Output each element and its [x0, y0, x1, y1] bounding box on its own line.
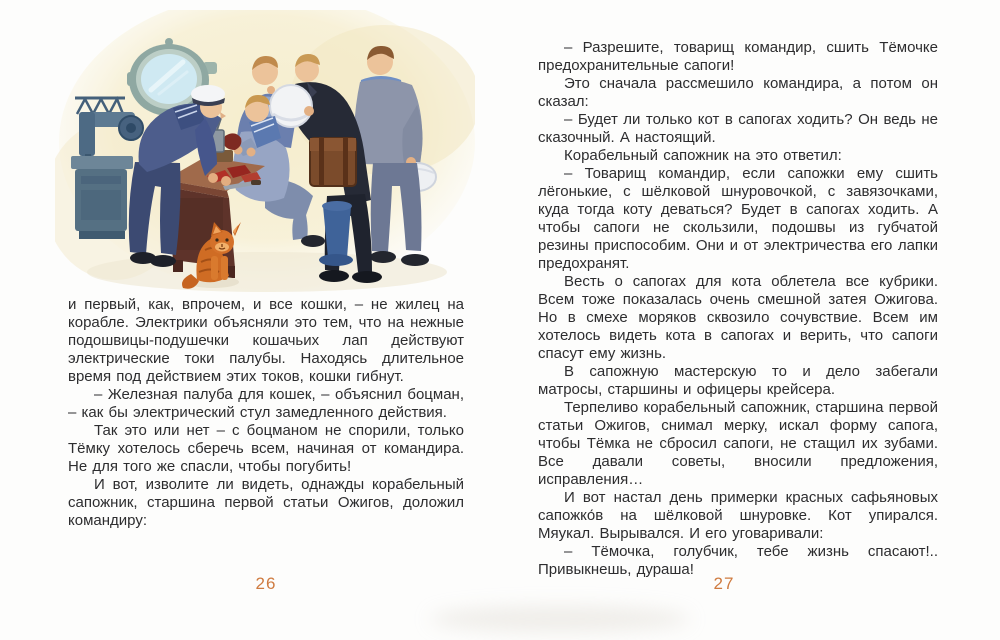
paragraph: – Разрешите, товарищ командир, сшить Тёмочке предохранительные сапоги! — [538, 39, 938, 74]
paragraph: Корабельный сапожник на это ответил: — [564, 147, 842, 164]
paragraph: И вот настал день примерки красных сафьяновых сапожко́в на шёлковой шнуровке. Кот упирался. Мяукал. Вырывался. И его уговаривали: — [538, 489, 938, 542]
paragraph: – Будет ли только кот в сапогах ходить? Он ведь не сказочный. А настоящий. — [538, 111, 938, 146]
book-edge-shadow — [430, 606, 690, 632]
illustration-shoemaker-scene — [55, 10, 475, 302]
paragraph: Весть о сапогах для кота облетела все кубрики. Всем тоже показалась очень смешной затея Ожигова. Но в смехе моряков сквозило сочувствие. Всем им хотелось видеть кота в сапогах и верить, что сапоги спасут ему жизнь. — [538, 273, 938, 362]
paragraph: И вот, изволите ли видеть, однажды корабельный сапожник, старшина первой статьи Ожигов, доложил командиру: — [68, 476, 464, 529]
paragraph: – Товарищ командир, если сапожки ему сшить лёгонькие, с шёлковой шнуровочкой, с завязочками, куда тогда коту деваться? Будет в сапогах ходить. А чтобы сапоги не скользили, подошвы из губчатой резины приспособим. Они и от электричества его лапки предохранят. — [538, 165, 938, 272]
paragraph: В сапожную мастерскую то и дело забегали матросы, старшины и офицеры крейсера. — [538, 363, 938, 398]
paragraph: – Железная палуба для кошек, – объяснил боцман, – как бы электрический стул замедленного действия. — [68, 386, 464, 421]
right-text-column — [538, 39, 938, 579]
paragraph: и первый, как, впрочем, и все кошки, – не жилец на корабле. Электрики объясняли это тем, что на нежные подошвицы-подушечки кошачьих лап действуют электрические токи палубы. Находясь длительное время под действием этих токов, кошки гибнут. — [68, 296, 464, 385]
paragraph: Терпеливо корабельный сапожник, старшина первой статьи Ожигов, снимал мерку, искал форму сапога, чтобы Тёмка не сбросил сапоги, не стащил их зубами. Все давали советы, вносили предложения, исправления… — [538, 399, 938, 488]
paragraph: Это сначала рассмешило командира, а потом он сказал: — [538, 75, 938, 110]
left-text-column — [68, 296, 464, 530]
page-number-right: 27 — [713, 574, 735, 593]
page-right — [500, 0, 1000, 640]
paragraph: Так это или нет – с боцманом не спорили, только Тёмку хотелось сберечь всем, начиная от командира. Не для того же спасли, чтобы погубить! — [68, 422, 464, 475]
paragraph: – Тёмочка, голубчик, тебе жизнь спасают!.. Привыкнешь, дураша! — [538, 543, 938, 578]
page-number-left: 26 — [255, 574, 277, 593]
